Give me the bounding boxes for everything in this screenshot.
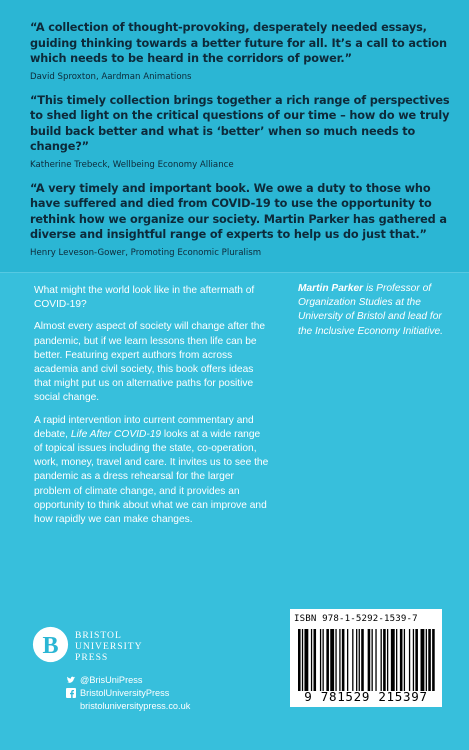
publisher-logo-icon — [32, 626, 69, 663]
quote-attribution: Henry Leveson-Gower, Promoting Economic Pluralism — [30, 247, 262, 258]
facebook-text: BristolUniversityPress — [80, 687, 170, 698]
twitter-handle[interactable] — [66, 673, 266, 686]
quote-attribution: Katherine Trebeck, Wellbeing Economy Alliance — [30, 159, 234, 170]
blurb-paragraph — [34, 414, 270, 528]
author-bio — [298, 282, 450, 339]
facebook-icon — [66, 688, 76, 698]
author-name: Martin Parker — [298, 283, 364, 294]
spacer — [66, 701, 76, 711]
website-link[interactable] — [66, 699, 266, 712]
endorsement-quote — [30, 181, 450, 259]
book-title: Life After COVID-19 — [70, 428, 162, 440]
endorsements — [30, 20, 450, 269]
blurb-paragraph: What might the world look like in the aftermath of COVID-19? — [34, 285, 255, 311]
quote-attribution: David Sproxton, Aardman Animations — [30, 71, 192, 82]
twitter-icon — [66, 675, 76, 685]
publisher-line: UNIVERSITY — [75, 641, 143, 652]
author-bio-text — [298, 282, 450, 339]
blurb-text: A rapid intervention into current commentary and debate, — [34, 414, 254, 440]
publisher-line: PRESS — [75, 652, 109, 663]
blurb-text: looks at a wide range of topical issues including the state, co-operation, work, money, travel and care. It invites us to see the pandemic as a dress rehearsal for the larger problem of climate change, and it provides an opportunity to think about what we can improve and how rapidly we can make changes. — [34, 428, 269, 526]
twitter-text: @BrisUniPress — [80, 674, 143, 685]
blurb-paragraph: Almost every aspect of society will change after the pandemic, but if we learn lessons then life can be better. Featuring expert authors from across academia and civil society, this book offers ideas that might put us on alternative paths for positive social change. — [34, 321, 266, 404]
quote-text: “This timely collection brings together a rich range of perspectives to shed light on the critical questions of our time – how do we truly build back better and what is ‘better’ when so much needs to change?” — [30, 93, 450, 153]
quote-text: “A very timely and important book. We owe a duty to those who have suffered and died from COVID-19 to use the opportunity to rethink how we organize our society. Martin Parker has gathered a diverse and insightful range of experts to help us do just that.” — [30, 181, 447, 241]
barcode-image — [298, 629, 436, 691]
publisher-line: BRISTOL — [75, 630, 122, 641]
book-description — [34, 284, 270, 535]
publisher-wordmark — [75, 630, 143, 663]
barcode-digits: 9 781529 215397 — [304, 689, 428, 704]
website-text: bristoluniversitypress.co.uk — [80, 700, 191, 711]
publisher-logo — [32, 626, 162, 666]
author-description: is Professor of Organization Studies at the University of Bristol and lead for the Inclusive Economy Initiative. — [298, 283, 443, 337]
isbn-barcode-block — [290, 609, 442, 707]
isbn-label: ISBN 978-1-5292-1539-7 — [294, 614, 418, 624]
publisher-contacts — [66, 673, 266, 712]
facebook-page[interactable] — [66, 686, 266, 699]
quote-text: “A collection of thought-provoking, desperately needed essays, guiding thinking towards a better future for all. It’s a call to action which needs to be heard in the corridors of power.” — [30, 21, 447, 65]
section-divider — [0, 272, 469, 273]
svg-text:B: B — [42, 632, 59, 659]
endorsement-quote — [30, 93, 450, 171]
endorsement-quote — [30, 20, 450, 83]
